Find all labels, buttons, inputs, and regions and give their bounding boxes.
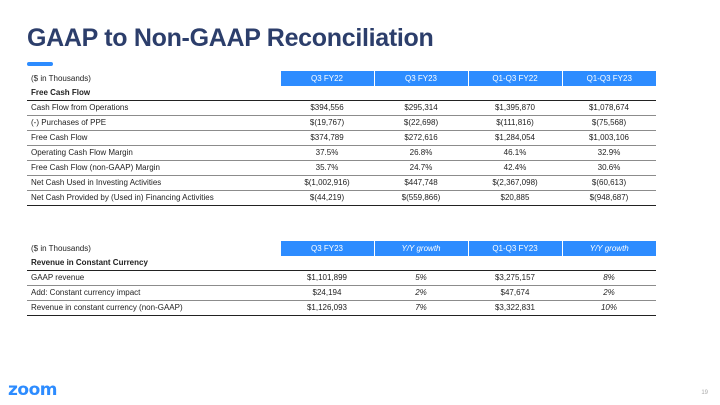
cell-value: $3,322,831 (468, 301, 562, 316)
column-header: Y/Y growth (562, 241, 656, 256)
cell-value: $(22,698) (374, 116, 468, 131)
cell-value: $(2,367,098) (468, 176, 562, 191)
cell-value: 46.1% (468, 146, 562, 161)
section-title: Free Cash Flow (27, 86, 280, 101)
cell-value: 2% (562, 286, 656, 301)
cell-value: 2% (374, 286, 468, 301)
cell-value: $(75,568) (562, 116, 656, 131)
cell-value: 8% (562, 271, 656, 286)
column-header: Q1-Q3 FY22 (468, 71, 562, 86)
column-header: Q1-Q3 FY23 (468, 241, 562, 256)
row-label: Free Cash Flow (27, 131, 280, 146)
cell-value: $(559,866) (374, 191, 468, 206)
cell-value: $20,885 (468, 191, 562, 206)
cell-value: $(60,613) (562, 176, 656, 191)
cell-value: $1,003,106 (562, 131, 656, 146)
column-header: Y/Y growth (374, 241, 468, 256)
cell-value: 26.8% (374, 146, 468, 161)
cell-value: 24.7% (374, 161, 468, 176)
page-title: GAAP to Non-GAAP Reconciliation (27, 24, 434, 52)
cell-value: 10% (562, 301, 656, 316)
column-header: Q3 FY23 (374, 71, 468, 86)
cell-value: $3,275,157 (468, 271, 562, 286)
cell-value: 37.5% (280, 146, 374, 161)
column-header: Q3 FY22 (280, 71, 374, 86)
title-accent-bar (27, 62, 53, 66)
page-number: 19 (701, 390, 708, 396)
cell-value: $(1,002,916) (280, 176, 374, 191)
cell-value: $447,748 (374, 176, 468, 191)
row-label: Cash Flow from Operations (27, 101, 280, 116)
cell-value: 7% (374, 301, 468, 316)
unit-label: ($ in Thousands) (27, 71, 280, 86)
cell-value: $1,284,054 (468, 131, 562, 146)
cell-value: $(44,219) (280, 191, 374, 206)
unit-label: ($ in Thousands) (27, 241, 280, 256)
cell-value: $(111,816) (468, 116, 562, 131)
column-header: Q3 FY23 (280, 241, 374, 256)
column-header: Q1-Q3 FY23 (562, 71, 656, 86)
section-title: Revenue in Constant Currency (27, 256, 280, 271)
row-label: Add: Constant currency impact (27, 286, 280, 301)
table-row (27, 116, 656, 131)
free-cash-flow-table (27, 71, 656, 206)
cell-value: $1,078,674 (562, 101, 656, 116)
row-label: Net Cash Provided by (Used in) Financing Activities (27, 191, 280, 206)
section-row (27, 86, 656, 101)
cell-value: 5% (374, 271, 468, 286)
zoom-logo: zoom (8, 380, 57, 400)
table-row (27, 286, 656, 301)
cell-value: 32.9% (562, 146, 656, 161)
table-row (27, 191, 656, 206)
row-label: Revenue in constant currency (non-GAAP) (27, 301, 280, 316)
table-row (27, 271, 656, 286)
row-label: Net Cash Used in Investing Activities (27, 176, 280, 191)
table-header-row (27, 241, 656, 256)
cell-value: 35.7% (280, 161, 374, 176)
cell-value: $(948,687) (562, 191, 656, 206)
constant-currency-table (27, 241, 656, 316)
table-row (27, 161, 656, 176)
table-header-row (27, 71, 656, 86)
row-label: GAAP revenue (27, 271, 280, 286)
row-label: (-) Purchases of PPE (27, 116, 280, 131)
table-row (27, 131, 656, 146)
table-row (27, 146, 656, 161)
row-label: Free Cash Flow (non-GAAP) Margin (27, 161, 280, 176)
cell-value: $374,789 (280, 131, 374, 146)
cell-value: $1,395,870 (468, 101, 562, 116)
section-row (27, 256, 656, 271)
cell-value: $24,194 (280, 286, 374, 301)
cell-value: $272,616 (374, 131, 468, 146)
table-row (27, 301, 656, 316)
cell-value: $(19,767) (280, 116, 374, 131)
cell-value: $394,556 (280, 101, 374, 116)
cell-value: $47,674 (468, 286, 562, 301)
table-row (27, 176, 656, 191)
row-label: Operating Cash Flow Margin (27, 146, 280, 161)
cell-value: 42.4% (468, 161, 562, 176)
cell-value: 30.6% (562, 161, 656, 176)
cell-value: $1,101,899 (280, 271, 374, 286)
table-row (27, 101, 656, 116)
cell-value: $295,314 (374, 101, 468, 116)
cell-value: $1,126,093 (280, 301, 374, 316)
